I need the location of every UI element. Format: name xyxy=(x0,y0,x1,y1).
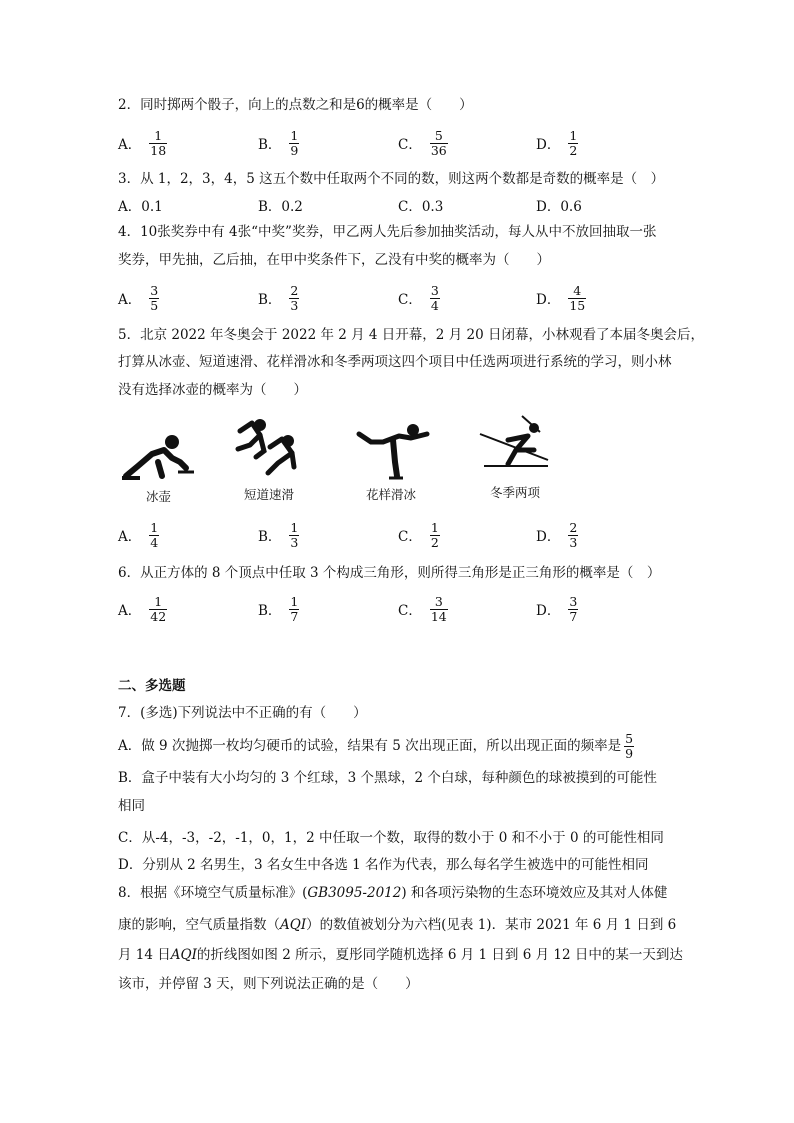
fraction: $\frac{1}{4}$ xyxy=(150,519,159,550)
question-6-options xyxy=(118,591,678,627)
question-7-option-d: D．分别从 2 名男生，3 名女生中各选 1 名作为代表，那么每名学生被选中的可能性相同 xyxy=(118,857,649,873)
option-a xyxy=(118,125,167,161)
question-8-line-1: 8．根据《环境空气质量标准》(GB3095-2012) 和各项污染物的生态环境效应及其对人体健 xyxy=(118,885,668,901)
option-label: B． xyxy=(258,137,282,153)
option-a xyxy=(118,517,159,553)
option-label: B． xyxy=(258,529,282,545)
option-label: A． xyxy=(118,137,142,153)
option-b xyxy=(258,280,299,316)
option-label: B． xyxy=(258,603,282,619)
caption-biathlon: 冬季两项 xyxy=(490,485,541,500)
option-d xyxy=(536,125,578,161)
caption-curling: 冰壶 xyxy=(146,489,172,504)
question-3-stem: 3．从 1，2，3，4，5 这五个数中任取两个不同的数，则这两个数都是奇数的概率是（ ） xyxy=(118,171,665,187)
option-label: A． xyxy=(118,529,142,545)
option-label: D． xyxy=(536,529,561,545)
question-4-options xyxy=(118,280,678,316)
option-label: C． xyxy=(398,603,422,619)
question-4-stem-line-1: 4．10张奖券中有 4张“中奖”奖券，甲乙两人先后参加抽奖活动，每人从中不放回抽取一张 xyxy=(118,224,657,240)
question-7-option-a: A．做 9 次抛掷一枚均匀硬币的试验，结果有 5 次出现正面，所以出现正面的频率是 $\frac{5}{9}$ xyxy=(118,730,634,761)
question-2-stem: 2．同时掷两个骰子，向上的点数之和是6的概率是（ ） xyxy=(118,97,473,113)
option-c xyxy=(398,591,448,627)
question-3-option-a: A．0.1 xyxy=(118,199,163,215)
question-4-stem-line-2: 奖券，甲先抽，乙后抽，在甲中奖条件下，乙没有中奖的概率为（ ） xyxy=(118,252,550,268)
fraction: $\frac{4}{15}$ xyxy=(569,282,586,313)
question-8-line-4: 该市，并停留 3 天，则下列说法正确的是（ ） xyxy=(118,976,419,992)
option-label: D． xyxy=(536,292,561,308)
option-label: C． xyxy=(398,137,422,153)
option-c xyxy=(398,125,448,161)
question-5-stem-line-1: 5．北京 2022 年冬奥会于 2022 年 2 月 4 日开幕，2 月 20 日闭幕，小林观看了本届冬奥会后， xyxy=(118,327,704,343)
option-label: D． xyxy=(536,603,561,619)
option-c xyxy=(398,280,440,316)
option-label: C． xyxy=(398,292,422,308)
fraction: $\frac{3}{5}$ xyxy=(150,282,159,313)
fraction: $\frac{2}{3}$ xyxy=(290,282,299,313)
option-b xyxy=(258,517,299,553)
fraction: $\frac{3}{4}$ xyxy=(430,282,439,313)
option-label: C． xyxy=(398,529,422,545)
question-5-stem-line-2: 打算从冰壶、短道速滑、花样滑冰和冬季两项这四个项目中任选两项进行系统的学习，则小林 xyxy=(118,354,672,370)
option-label: A． xyxy=(118,292,142,308)
option-label: D． xyxy=(536,137,561,153)
caption-short-track: 短道速滑 xyxy=(244,487,295,502)
fraction: $\frac{3}{7}$ xyxy=(569,593,578,624)
question-8-line-3: 月 14 日AQI的折线图如图 2 所示，夏彤同学随机选择 6 月 1 日到 6 月 12 日中的某一天到达 xyxy=(118,947,683,963)
curling-pictogram-icon xyxy=(118,432,198,484)
fraction: $\frac{5}{9}$ xyxy=(625,730,634,761)
biathlon-pictogram-icon xyxy=(478,414,550,476)
fraction: $\frac{1}{2}$ xyxy=(430,519,439,550)
fraction: $\frac{3}{14}$ xyxy=(430,593,447,624)
caption-figure-skating: 花样滑冰 xyxy=(366,487,417,502)
question-7-stem: 7．(多选)下列说法中不正确的有（ ） xyxy=(118,705,367,721)
question-2-options xyxy=(118,125,678,161)
question-5-options xyxy=(118,517,678,553)
question-7-option-b-line-1: B．盒子中装有大小均匀的 3 个红球，3 个黑球，2 个白球，每种颜色的球被摸到的可能性 xyxy=(118,770,657,786)
question-5-stem-line-3: 没有选择冰壶的概率为（ ） xyxy=(118,382,307,398)
option-d xyxy=(536,280,586,316)
option-c xyxy=(398,517,440,553)
option-a xyxy=(118,591,167,627)
option-label: A． xyxy=(118,603,142,619)
fraction: $\frac{1}{9}$ xyxy=(290,127,299,158)
option-d xyxy=(536,517,578,553)
option-a xyxy=(118,280,159,316)
fraction: $\frac{1}{18}$ xyxy=(150,127,167,158)
question-8-line-2: 康的影响，空气质量指数（AQI）的数值被划分为六档(见表 1)．某市 2021 年 6 月 1 日到 6 xyxy=(118,917,677,933)
question-3-option-b: B．0.2 xyxy=(258,199,303,215)
question-7-option-c: C．从-4，-3，-2，-1，0，1，2 中任取一个数，取得的数小于 0 和不小于 0 的可能性相同 xyxy=(118,830,664,846)
fraction: $\frac{5}{36}$ xyxy=(430,127,447,158)
question-7-option-b-line-2: 相同 xyxy=(118,798,145,814)
short-track-pictogram-icon xyxy=(234,417,304,479)
section-title: 二、多选题 xyxy=(118,678,186,694)
fraction: $\frac{1}{42}$ xyxy=(150,593,167,624)
fraction: $\frac{1}{3}$ xyxy=(290,519,299,550)
fraction: $\frac{1}{2}$ xyxy=(569,127,578,158)
option-d xyxy=(536,591,578,627)
option-b xyxy=(258,125,299,161)
question-3-option-d: D．0.6 xyxy=(536,199,582,215)
fraction: $\frac{1}{7}$ xyxy=(290,593,299,624)
fraction: $\frac{2}{3}$ xyxy=(569,519,578,550)
figure-skating-pictogram-icon xyxy=(355,420,431,480)
question-3-option-c: C．0.3 xyxy=(398,199,444,215)
option-b xyxy=(258,591,299,627)
option-label: B． xyxy=(258,292,282,308)
question-6-stem: 6．从正方体的 8 个顶点中任取 3 个构成三角形，则所得三角形是正三角形的概率是（ ） xyxy=(118,565,661,581)
